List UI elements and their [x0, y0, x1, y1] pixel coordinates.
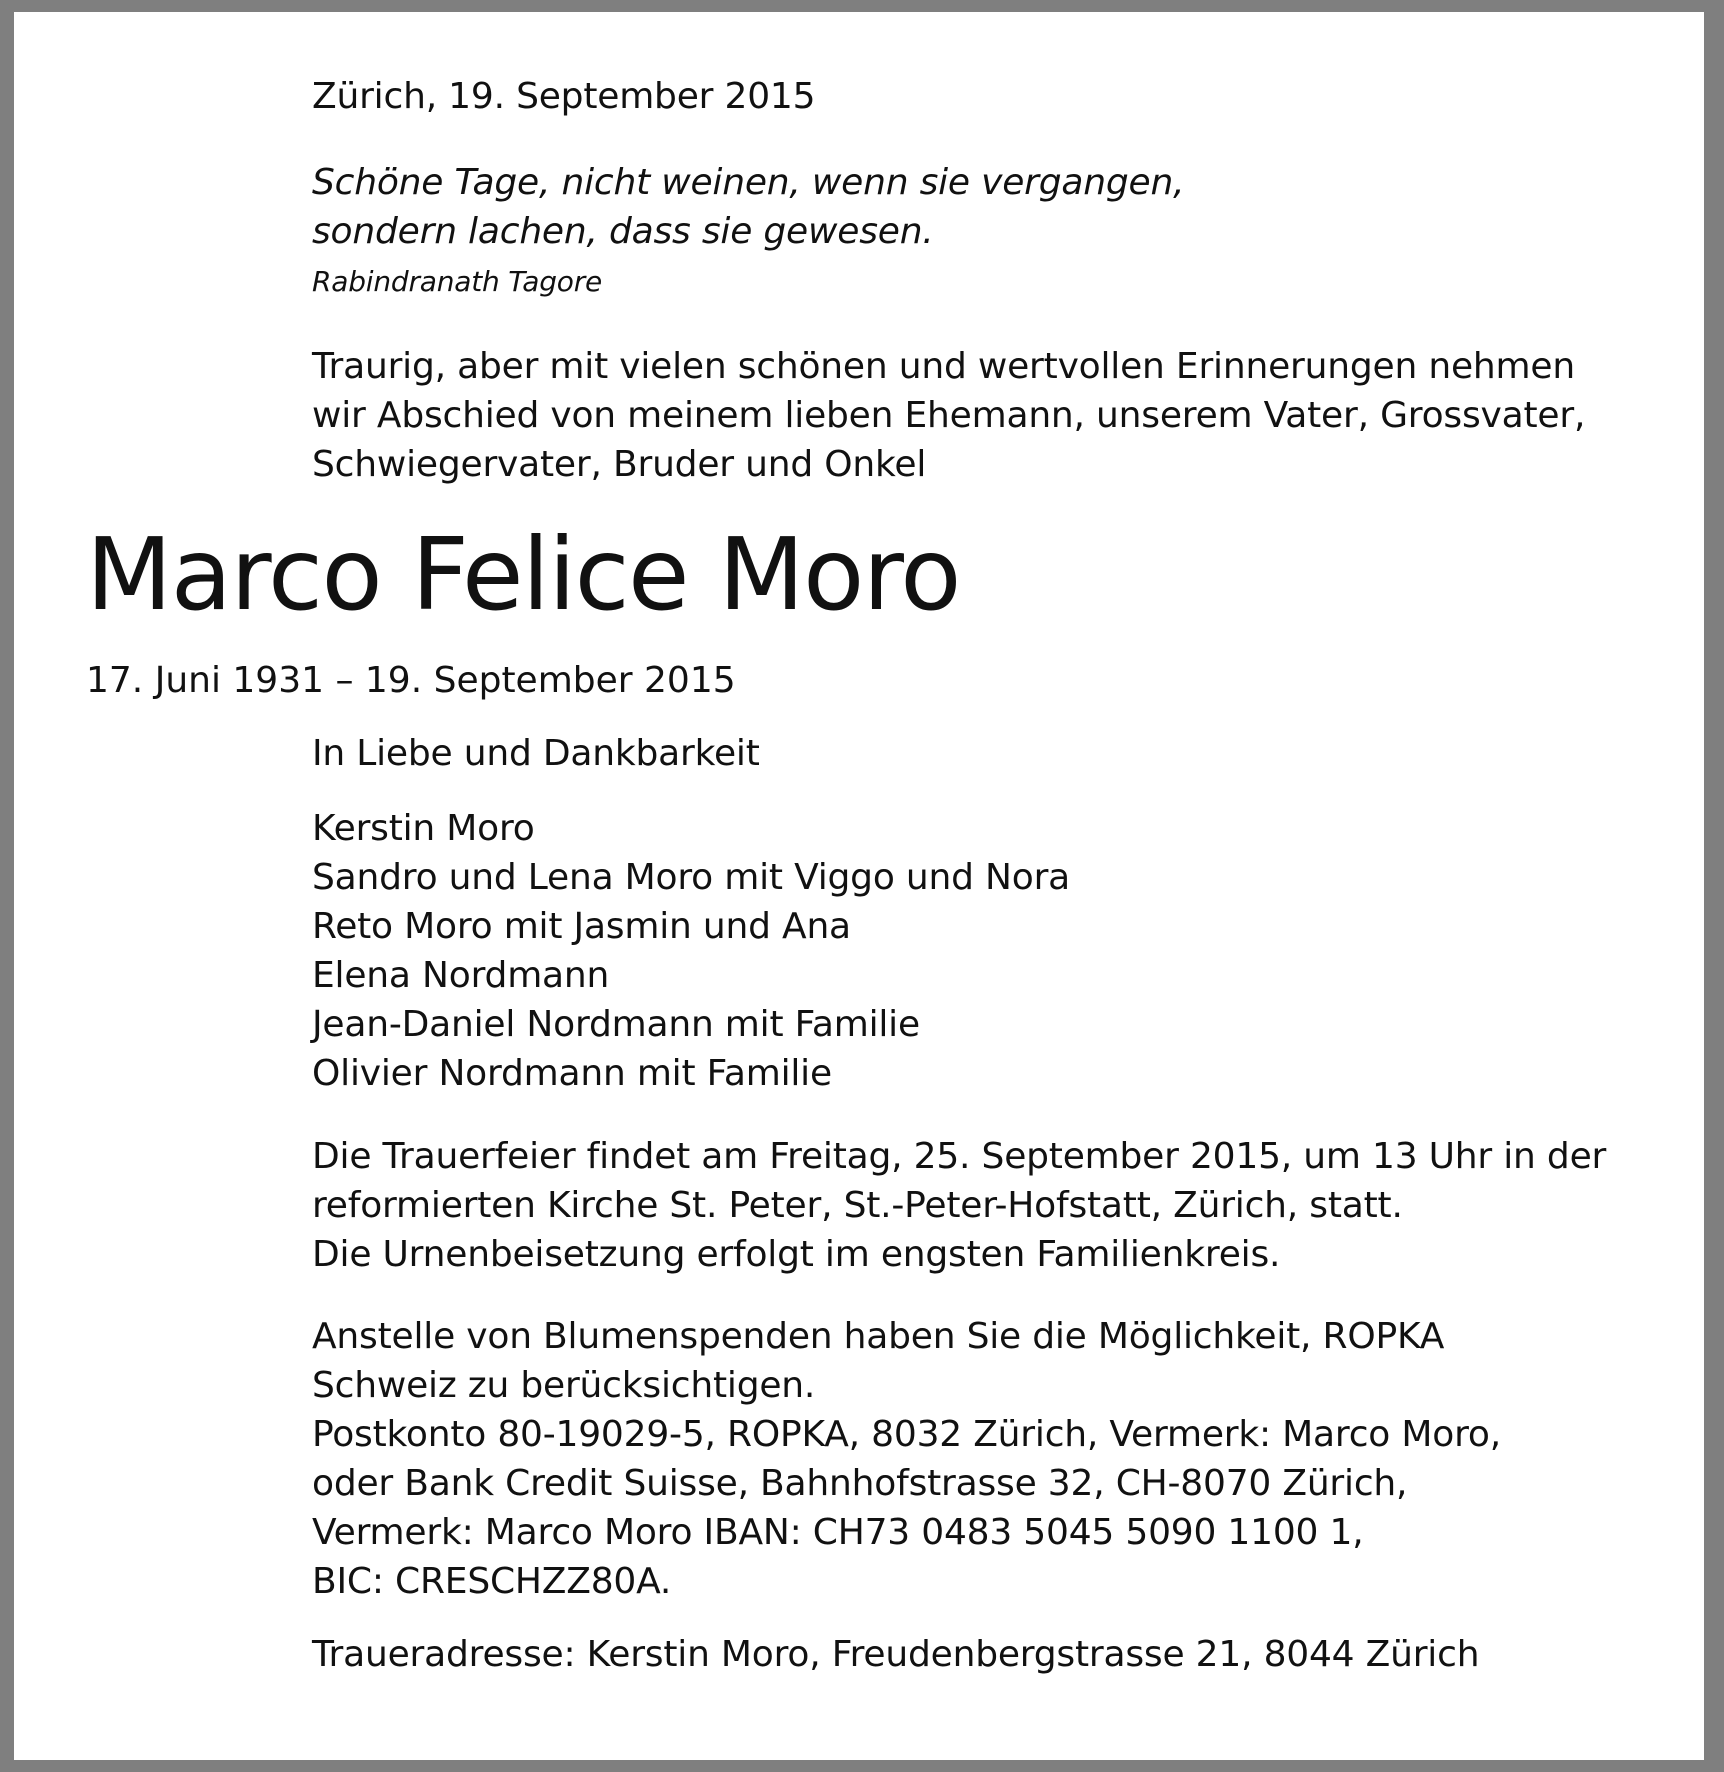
- intro-line: Traurig, aber mit vielen schönen und wertvollen Erinnerungen nehmen: [312, 346, 1575, 387]
- mourning-address: Traueradresse: Kerstin Moro, Freudenbergstrasse 21, 8044 Zürich: [312, 1634, 1480, 1675]
- mourner-name: Jean-Daniel Nordmann mit Familie: [312, 1004, 920, 1045]
- donation-line: Postkonto 80-19029-5, ROPKA, 8032 Zürich, Vermerk: Marco Moro,: [312, 1414, 1501, 1455]
- quote-line: sondern lachen, dass sie gewesen.: [312, 211, 934, 252]
- quote-author: Rabindranath Tagore: [312, 265, 603, 298]
- donation-line: oder Bank Credit Suisse, Bahnhofstrasse 32, CH-8070 Zürich,: [312, 1463, 1408, 1504]
- donation-line: Vermerk: Marco Moro IBAN: CH73 0483 5045 5090 1100 1,: [312, 1512, 1364, 1553]
- life-dates: 17. Juni 1931 – 19. September 2015: [86, 660, 736, 701]
- quote-line: Schöne Tage, nicht weinen, wenn sie vergangen,: [312, 162, 1185, 203]
- donation-line: BIC: CRESCHZZ80A.: [312, 1561, 672, 1602]
- ceremony-line: reformierten Kirche St. Peter, St.-Peter-Hofstatt, Zürich, statt.: [312, 1185, 1403, 1226]
- ceremony-paragraph: [312, 1132, 1672, 1279]
- mourner-name: Elena Nordmann: [312, 955, 610, 996]
- mourner-name: Olivier Nordmann mit Familie: [312, 1053, 832, 1094]
- quote: [312, 158, 1672, 256]
- donation-line: Anstelle von Blumenspenden haben Sie die Möglichkeit, ROPKA: [312, 1316, 1445, 1357]
- donation-line: Schweiz zu berücksichtigen.: [312, 1365, 816, 1406]
- mourners-list: [312, 804, 1672, 1098]
- mourner-name: Kerstin Moro: [312, 808, 535, 849]
- mourners-heading: In Liebe und Dankbarkeit: [312, 733, 760, 774]
- ceremony-line: Die Trauerfeier findet am Freitag, 25. September 2015, um 13 Uhr in der: [312, 1136, 1607, 1177]
- intro-paragraph: [312, 342, 1672, 489]
- ceremony-line: Die Urnenbeisetzung erfolgt im engsten Familienkreis.: [312, 1234, 1281, 1275]
- mourner-name: Reto Moro mit Jasmin und Ana: [312, 906, 851, 947]
- obituary-page: [14, 12, 1704, 1760]
- intro-line: wir Abschied von meinem lieben Ehemann, unserem Vater, Grossvater,: [312, 395, 1586, 436]
- deceased-name: Marco Felice Moro: [86, 516, 960, 633]
- mourner-name: Sandro und Lena Moro mit Viggo und Nora: [312, 857, 1071, 898]
- place-date: Zürich, 19. September 2015: [312, 76, 816, 117]
- intro-line: Schwiegervater, Bruder und Onkel: [312, 444, 927, 485]
- donation-paragraph: [312, 1312, 1672, 1606]
